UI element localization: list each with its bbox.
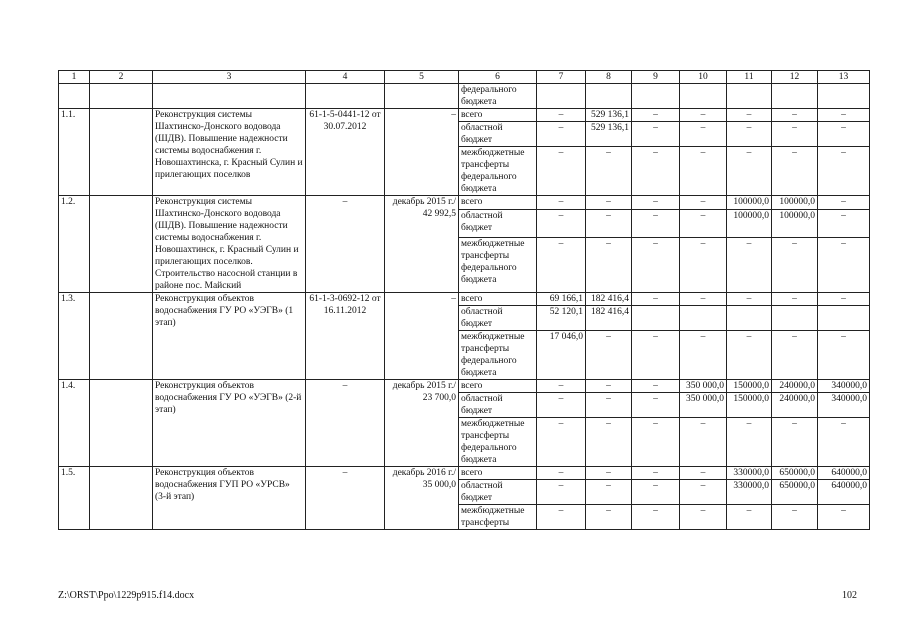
value-cell: – — [818, 196, 870, 210]
value-cell: – — [586, 505, 632, 530]
funding-source: межбюджетные трансферты федерального бюджета — [459, 418, 537, 467]
value-cell: – — [537, 210, 586, 238]
object-name: Реконструкция объектов водоснабжения ГУ РО «УЭГВ» (1 этап) — [153, 293, 306, 380]
value-cell: – — [586, 238, 632, 293]
table-row — [59, 380, 870, 393]
value-cell: 330000,0 — [727, 467, 772, 480]
item-number: 1.4. — [59, 380, 90, 467]
header-cell: 13 — [818, 71, 870, 84]
value-cell: 640000,0 — [818, 480, 870, 505]
value-cell — [680, 306, 727, 331]
value-cell: – — [680, 293, 727, 306]
value-cell: 529 136,1 — [586, 109, 632, 122]
value-cell: – — [586, 480, 632, 505]
value-cell: – — [772, 418, 818, 467]
table-cell — [632, 84, 680, 109]
value-cell: – — [772, 331, 818, 380]
funding-source: областной бюджет — [459, 393, 537, 418]
table-cell — [59, 84, 90, 109]
value-cell: – — [586, 331, 632, 380]
funding-source: всего — [459, 109, 537, 122]
table-cell — [90, 84, 153, 109]
page-number: 102 — [842, 590, 857, 601]
value-cell: – — [818, 109, 870, 122]
value-cell: – — [586, 210, 632, 238]
funding-source: межбюджетные трансферты федерального бюджета — [459, 238, 537, 293]
value-cell: – — [680, 480, 727, 505]
table-cell — [727, 84, 772, 109]
value-cell: 52 120,1 — [537, 306, 586, 331]
value-cell: – — [586, 147, 632, 196]
value-cell: – — [680, 238, 727, 293]
funding-source: всего — [459, 196, 537, 210]
header-cell: 2 — [90, 71, 153, 84]
value-cell: – — [537, 238, 586, 293]
expertise-doc: 61-1-5-0441-12 от 30.07.2012 — [306, 109, 385, 196]
value-cell: – — [772, 238, 818, 293]
value-cell: 350 000,0 — [680, 393, 727, 418]
continuation-row — [59, 84, 870, 109]
funding-source: межбюджетные трансферты федерального бюджета — [459, 147, 537, 196]
value-cell — [632, 306, 680, 331]
value-cell: – — [632, 480, 680, 505]
value-cell: – — [727, 418, 772, 467]
item-number: 1.5. — [59, 467, 90, 530]
funding-source: межбюджетные трансферты федерального бюджета — [459, 331, 537, 380]
value-cell: – — [632, 293, 680, 306]
empty-cell — [90, 467, 153, 530]
value-cell: – — [727, 122, 772, 147]
value-cell: – — [772, 122, 818, 147]
funding-source: областной бюджет — [459, 210, 537, 238]
source-cell: федерального бюджета — [459, 84, 537, 109]
header-cell: 5 — [385, 71, 459, 84]
funding-source: всего — [459, 380, 537, 393]
value-cell: 340000,0 — [818, 393, 870, 418]
value-cell: 150000,0 — [727, 380, 772, 393]
financing-table — [58, 70, 870, 530]
object-name: Реконструкция системы Шахтинско-Донского водовода (ШДВ). Повышение надежности системы водоснабжения г. Новошахтинск, г. Красный Сулин и прилегающих поселков. Строительство насосной станции в районе пос. Майский — [153, 196, 306, 293]
value-cell: – — [680, 418, 727, 467]
table-cell — [586, 84, 632, 109]
value-cell: 640000,0 — [818, 467, 870, 480]
value-cell: – — [680, 109, 727, 122]
value-cell: – — [537, 505, 586, 530]
value-cell: – — [586, 393, 632, 418]
expertise-doc: – — [306, 467, 385, 530]
expertise-doc: – — [306, 196, 385, 293]
table-cell — [772, 84, 818, 109]
table-row — [59, 109, 870, 122]
file-path: Z:\ORST\Ppo\1229p915.f14.docx — [58, 590, 195, 601]
value-cell: – — [818, 147, 870, 196]
header-cell: 1 — [59, 71, 90, 84]
value-cell: – — [818, 418, 870, 467]
value-cell: – — [818, 210, 870, 238]
value-cell — [818, 306, 870, 331]
value-cell — [772, 306, 818, 331]
value-cell: – — [586, 467, 632, 480]
value-cell: – — [727, 238, 772, 293]
object-name: Реконструкция объектов водоснабжения ГУ РО «УЭГВ» (2-й этап) — [153, 380, 306, 467]
value-cell: – — [632, 238, 680, 293]
item-number: 1.2. — [59, 196, 90, 293]
empty-cell — [90, 109, 153, 196]
header-cell: 4 — [306, 71, 385, 84]
header-cell: 3 — [153, 71, 306, 84]
funding-source: всего — [459, 467, 537, 480]
value-cell: – — [537, 122, 586, 147]
value-cell: 100000,0 — [727, 196, 772, 210]
value-cell: – — [680, 196, 727, 210]
value-cell: – — [772, 109, 818, 122]
value-cell: – — [537, 380, 586, 393]
value-cell: – — [727, 331, 772, 380]
value-cell: – — [537, 480, 586, 505]
value-cell: – — [772, 293, 818, 306]
empty-cell — [90, 380, 153, 467]
term-cost: – — [385, 109, 459, 196]
value-cell: – — [680, 467, 727, 480]
value-cell: 650000,0 — [772, 480, 818, 505]
value-cell: – — [772, 505, 818, 530]
value-cell: – — [727, 505, 772, 530]
object-name: Реконструкция объектов водоснабжения ГУП РО «УРСВ» (3-й этап) — [153, 467, 306, 530]
header-cell: 7 — [537, 71, 586, 84]
header-cell: 12 — [772, 71, 818, 84]
table-cell — [306, 84, 385, 109]
value-cell: – — [586, 418, 632, 467]
value-cell: 340000,0 — [818, 380, 870, 393]
value-cell: – — [632, 467, 680, 480]
value-cell: – — [537, 196, 586, 210]
value-cell: – — [537, 147, 586, 196]
empty-cell — [90, 293, 153, 380]
header-cell: 11 — [727, 71, 772, 84]
value-cell: – — [727, 293, 772, 306]
value-cell: – — [818, 505, 870, 530]
value-cell: – — [680, 210, 727, 238]
value-cell: 100000,0 — [727, 210, 772, 238]
value-cell: – — [818, 122, 870, 147]
value-cell: 330000,0 — [727, 480, 772, 505]
value-cell: – — [632, 109, 680, 122]
term-cost: декабрь 2016 г./ 35 000,0 — [385, 467, 459, 530]
value-cell: 529 136,1 — [586, 122, 632, 147]
value-cell: 150000,0 — [727, 393, 772, 418]
value-cell: – — [632, 418, 680, 467]
value-cell: – — [772, 147, 818, 196]
header-cell: 10 — [680, 71, 727, 84]
term-cost: – — [385, 293, 459, 380]
empty-cell — [90, 196, 153, 293]
value-cell: 100000,0 — [772, 210, 818, 238]
value-cell: – — [537, 418, 586, 467]
header-cell: 8 — [586, 71, 632, 84]
table-cell — [680, 84, 727, 109]
value-cell: – — [818, 238, 870, 293]
header-cell: 9 — [632, 71, 680, 84]
funding-source: всего — [459, 293, 537, 306]
expertise-doc: 61-1-3-0692-12 от 16.11.2012 — [306, 293, 385, 380]
table-row — [59, 196, 870, 210]
header-cell: 6 — [459, 71, 537, 84]
table-row — [59, 467, 870, 480]
value-cell: 350 000,0 — [680, 380, 727, 393]
expertise-doc: – — [306, 380, 385, 467]
value-cell: – — [727, 109, 772, 122]
value-cell: – — [632, 505, 680, 530]
value-cell: 240000,0 — [772, 393, 818, 418]
value-cell: – — [537, 393, 586, 418]
funding-source: межбюджетные трансферты — [459, 505, 537, 530]
value-cell: – — [632, 147, 680, 196]
value-cell: 69 166,1 — [537, 293, 586, 306]
value-cell: – — [537, 109, 586, 122]
value-cell: 182 416,4 — [586, 293, 632, 306]
value-cell: – — [537, 467, 586, 480]
funding-source: областной бюджет — [459, 480, 537, 505]
object-name: Реконструкция системы Шахтинско-Донского водовода (ШДВ). Повышение надежности системы водоснабжения г. Новошахтинска, г. Красный Сулин и прилегающих поселков — [153, 109, 306, 196]
value-cell: – — [632, 196, 680, 210]
value-cell: – — [680, 331, 727, 380]
value-cell: – — [586, 196, 632, 210]
value-cell: – — [632, 393, 680, 418]
table-cell — [818, 84, 870, 109]
value-cell: 100000,0 — [772, 196, 818, 210]
value-cell: 182 416,4 — [586, 306, 632, 331]
term-cost: декабрь 2015 г./ 23 700,0 — [385, 380, 459, 467]
funding-source: областной бюджет — [459, 306, 537, 331]
table-header-row — [59, 71, 870, 84]
value-cell: – — [632, 122, 680, 147]
value-cell: – — [632, 210, 680, 238]
value-cell: 240000,0 — [772, 380, 818, 393]
value-cell: – — [680, 122, 727, 147]
value-cell: – — [632, 331, 680, 380]
table-cell — [385, 84, 459, 109]
value-cell: – — [818, 331, 870, 380]
value-cell: 650000,0 — [772, 467, 818, 480]
table-cell — [537, 84, 586, 109]
value-cell: – — [727, 147, 772, 196]
value-cell: – — [632, 380, 680, 393]
value-cell: – — [680, 147, 727, 196]
funding-source: областной бюджет — [459, 122, 537, 147]
term-cost: декабрь 2015 г./ 42 992,5 — [385, 196, 459, 293]
value-cell: – — [680, 505, 727, 530]
value-cell — [727, 306, 772, 331]
item-number: 1.1. — [59, 109, 90, 196]
value-cell: 17 046,0 — [537, 331, 586, 380]
value-cell: – — [818, 293, 870, 306]
value-cell: – — [586, 380, 632, 393]
item-number: 1.3. — [59, 293, 90, 380]
table-cell — [153, 84, 306, 109]
table-row — [59, 293, 870, 306]
